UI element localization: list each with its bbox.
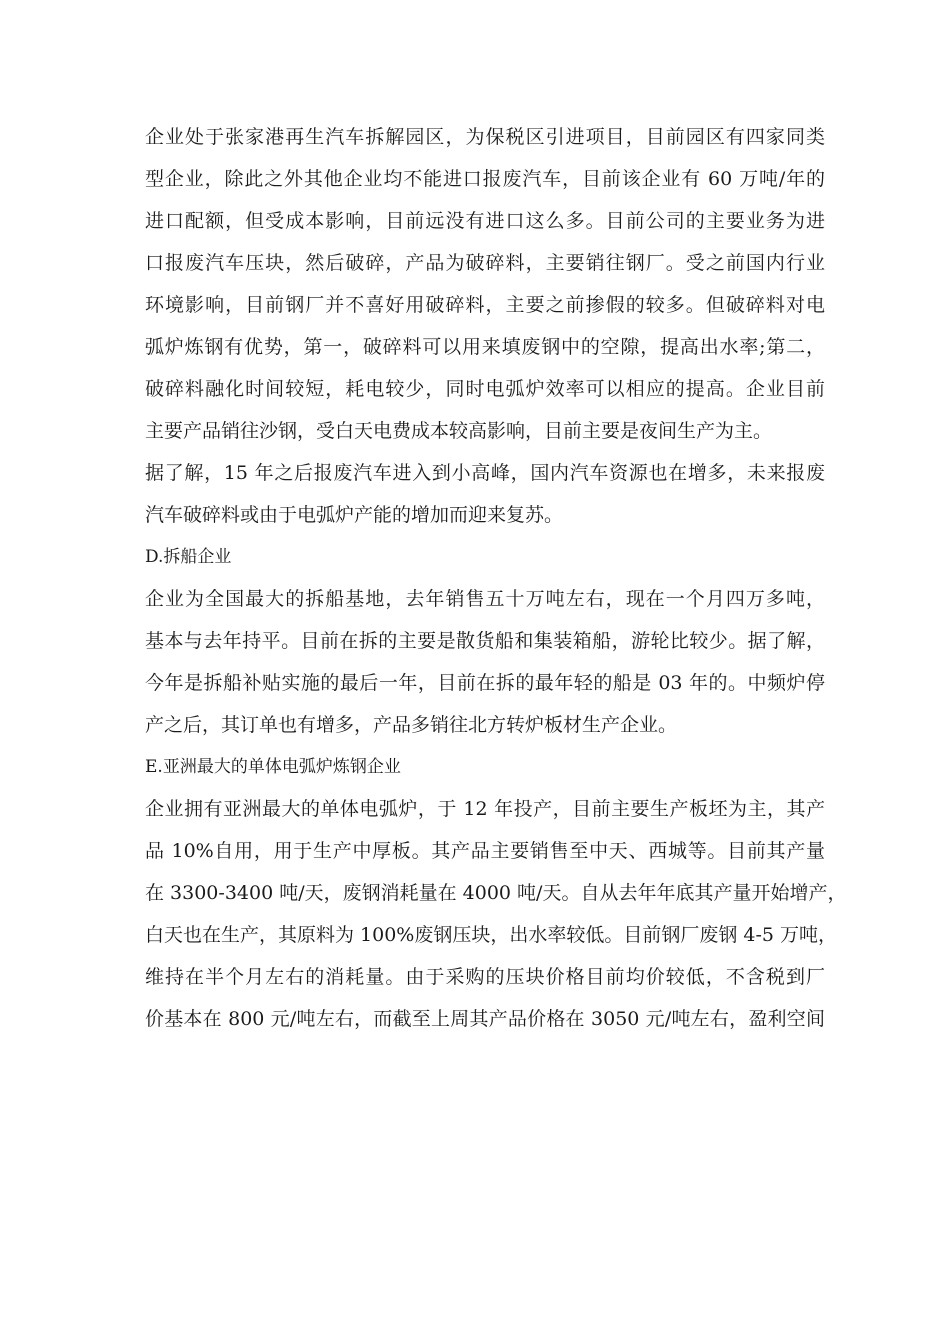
text-line: 今年是拆船补贴实施的最后一年，目前在拆的最年轻的船是 03 年的。中频炉停 (145, 672, 825, 694)
text-line: 环境影响，目前钢厂并不喜好用破碎料，主要之前掺假的较多。但破碎料对电 (145, 294, 825, 316)
text-line: 白天也在生产，其原料为 100%废钢压块，出水率较低。目前钢厂废钢 4-5 万吨， (145, 924, 838, 946)
paragraph-scrap-car-outlook (145, 452, 825, 536)
text-line: 进口配额，但受成本影响，目前远没有进口这么多。目前公司的主要业务为进 (145, 210, 825, 232)
text-line: 弧炉炼钢有优势，第一，破碎料可以用来填废钢中的空隙，提高出水率;第二， (145, 336, 825, 358)
section-heading-e: E.亚洲最大的单体电弧炉炼钢企业 (145, 757, 401, 777)
text-line: 企业处于张家港再生汽车拆解园区，为保税区引进项目，目前园区有四家同类 (145, 126, 825, 148)
text-line: 主要产品销往沙钢，受白天电费成本较高影响，目前主要是夜间生产为主。 (145, 420, 773, 442)
text-line: 产之后，其订单也有增多，产品多销往北方转炉板材生产企业。 (145, 714, 678, 736)
text-line: 基本与去年持平。目前在拆的主要是散货船和集装箱船，游轮比较少。据了解， (145, 630, 825, 652)
section-heading-d: D.拆船企业 (145, 547, 232, 567)
text-line: 口报废汽车压块，然后破碎，产品为破碎料，主要销往钢厂。受之前国内行业 (145, 252, 825, 274)
text-line: 企业为全国最大的拆船基地，去年销售五十万吨左右，现在一个月四万多吨， (145, 588, 825, 610)
text-line: 型企业，除此之外其他企业均不能进口报废汽车，目前该企业有 60 万吨/年的 (145, 168, 825, 190)
text-line: 汽车破碎料或由于电弧炉产能的增加而迎来复苏。 (145, 504, 564, 526)
text-line: 品 10%自用，用于生产中厚板。其产品主要销售至中天、西城等。目前其产量 (145, 840, 825, 862)
text-line: 据了解，15 年之后报废汽车进入到小高峰，国内汽车资源也在增多，未来报废 (145, 462, 825, 484)
text-line: 维持在半个月左右的消耗量。由于采购的压块价格目前均价较低，不含税到厂 (145, 966, 825, 988)
paragraph-electric-arc-furnace-enterprise (145, 788, 847, 1040)
text-line: 在 3300-3400 吨/天，废钢消耗量在 4000 吨/天。自从去年年底其产量开始增产， (145, 882, 847, 904)
paragraph-zhangjiagang-enterprise (145, 116, 825, 452)
document-body (145, 116, 847, 1040)
text-line: 企业拥有亚洲最大的单体电弧炉，于 12 年投产，目前主要生产板坯为主，其产 (145, 798, 825, 820)
text-line: 破碎料融化时间较短，耗电较少，同时电弧炉效率可以相应的提高。企业目前 (145, 378, 825, 400)
paragraph-shipbreaking-enterprise (145, 578, 825, 746)
text-line: 价基本在 800 元/吨左右，而截至上周其产品价格在 3050 元/吨左右，盈利空间 (145, 1008, 825, 1030)
